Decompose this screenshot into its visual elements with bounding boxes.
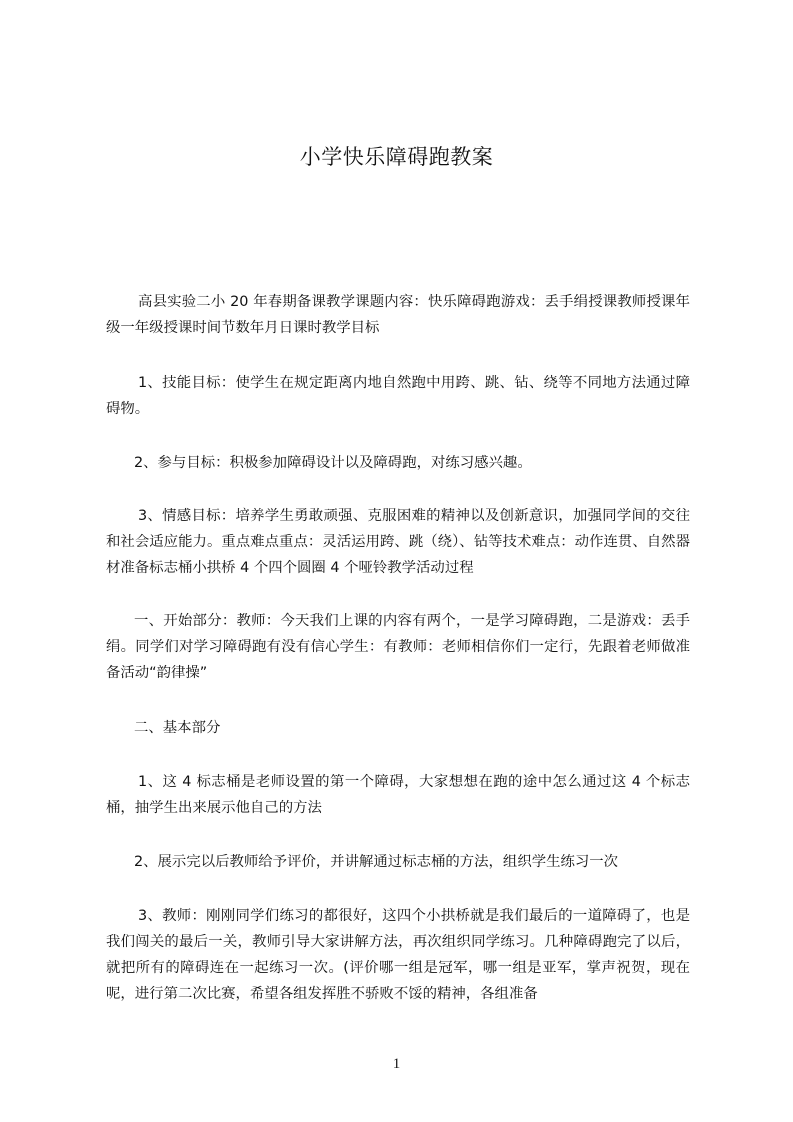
section-heading-basic-part: 二、基本部分 — [134, 720, 221, 736]
page-number: 1 — [392, 1056, 401, 1072]
paragraph-step-3: 3、教师：刚刚同学们练习的都很好，这四个小拱桥就是我们最后的一道障碍了，也是我们闯关的最后一关，教师引导大家讲解方法，再次组织同学练习。几种障碍跑完了以后，就把所有的障碍连在一起练习一次。(评价哪一组是冠军，哪一组是亚军，掌声祝贺，现在呢，进行第二次比赛，希望各组发挥胜不骄败不馁的精神，各组准备 — [106, 908, 690, 1002]
paragraph-participation-goal: 2、参与目标：积极参加障碍设计以及障碍跑，对练习感兴趣。 — [134, 455, 532, 471]
paragraph-step-1: 1、这 4 标志桶是老师设置的第一个障碍，大家想想在跑的途中怎么通过这 4 个标志桶，抽学生出来展示他自己的方法 — [106, 774, 690, 816]
paragraph-intro: 高县实验二小 20 年春期备课教学课题内容：快乐障碍跑游戏：丢手绢授课教师授课年级一年级授课时间节数年月日课时教学目标 — [106, 294, 690, 336]
paragraph-emotion-goal: 3、情感目标：培养学生勇敢顽强、克服困难的精神以及创新意识，加强同学间的交往和社会适应能力。重点难点重点：灵活运用跨、跳（绕）、钻等技术难点：动作连贯、自然器材准备标志桶小拱桥 4 个四个圆圈 4 个哑铃教学活动过程 — [106, 508, 690, 576]
paragraph-step-2: 2、展示完以后教师给予评价，并讲解通过标志桶的方法，组织学生练习一次 — [134, 854, 619, 870]
paragraph-opening-part: 一、开始部分：教师：今天我们上课的内容有两个，一是学习障碍跑，二是游戏：丢手绢。同学们对学习障碍跑有没有信心学生：有教师：老师相信你们一定行，先跟着老师做准备活动“韵律操” — [106, 613, 690, 681]
document-title: 小学快乐障碍跑教案 — [299, 145, 494, 169]
paragraph-skill-goal: 1、技能目标：使学生在规定距离内地自然跑中用跨、跳、钻、绕等不同地方法通过障碍物。 — [106, 375, 690, 417]
